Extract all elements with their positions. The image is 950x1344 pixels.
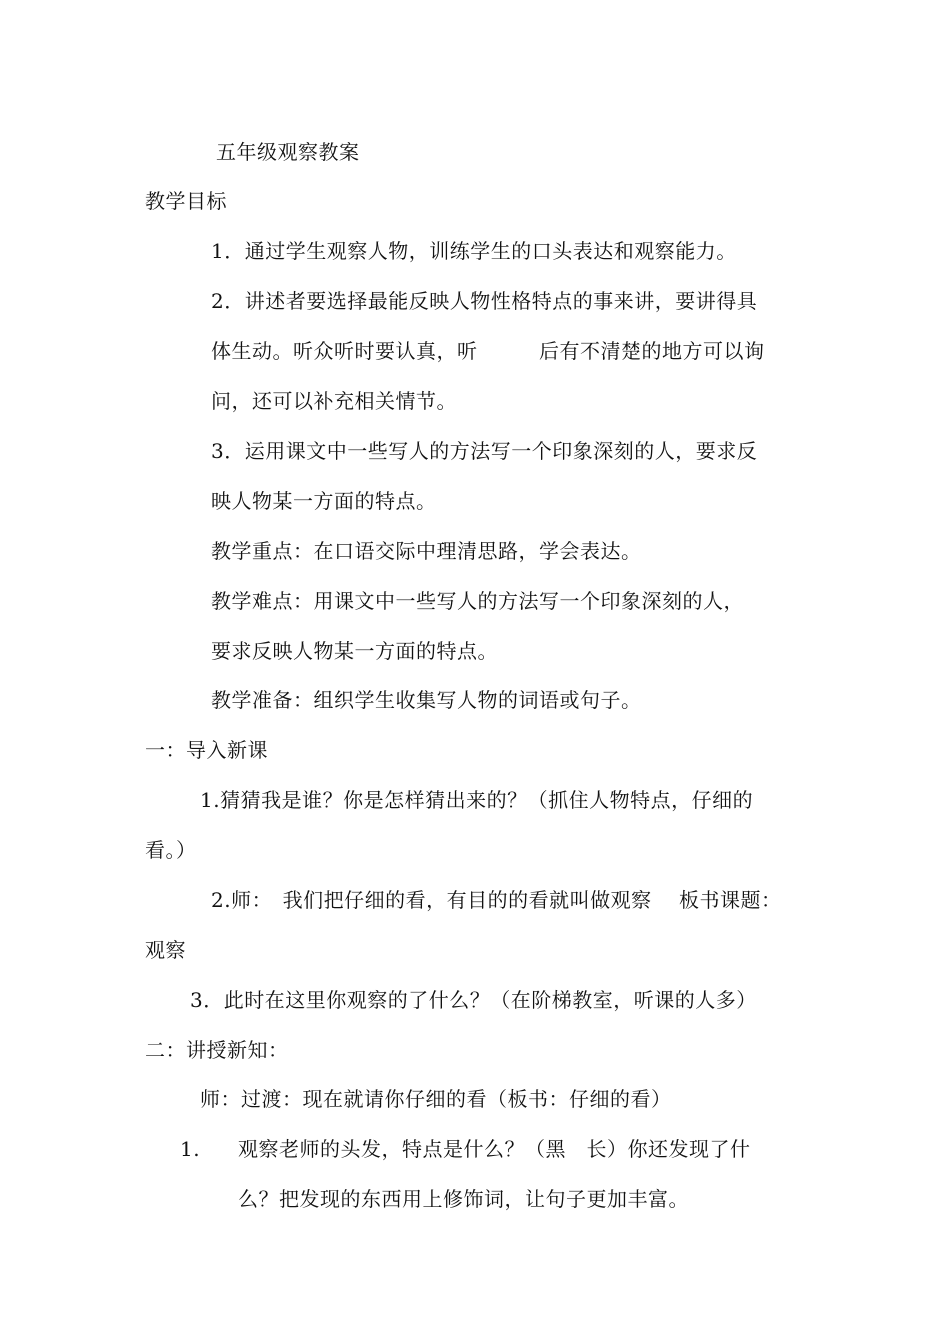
section-heading-intro: 一：导入新课	[145, 738, 268, 762]
teaching-difficulty-line-2: 要求反映人物某一方面的特点。	[211, 639, 498, 663]
section-heading-new-knowledge: 二：讲授新知：	[145, 1038, 289, 1062]
objective-2-line-1: 2．讲述者要选择最能反映人物性格特点的事来讲，要讲得具	[211, 289, 758, 313]
intro-item-1-line-1: 1.猜猜我是谁？你是怎样猜出来的？（抓住人物特点，仔细的	[200, 788, 754, 812]
teaching-preparation: 教学准备：组织学生收集写人物的词语或句子。	[211, 688, 642, 712]
intro-item-1-line-2: 看。）	[145, 838, 197, 862]
observe-item-line-2: 么？把发现的东西用上修饰词，让句子更加丰富。	[238, 1187, 689, 1211]
objective-2-line-3: 问，还可以补充相关情节。	[211, 389, 457, 413]
objective-3-line-2: 映人物某一方面的特点。	[211, 489, 437, 513]
intro-item-2-line-1: 2.师： 我们把仔细的看，有目的的看就叫做观察 板书课题：	[211, 888, 782, 912]
observe-item-line-1: 观察老师的头发，特点是什么？（黑 长）你还发现了什	[238, 1137, 751, 1161]
section-heading-objectives: 教学目标	[145, 189, 227, 213]
intro-item-2-line-2: 观察	[145, 938, 186, 962]
teaching-difficulty-line-1: 教学难点：用课文中一些写人的方法写一个印象深刻的人，	[211, 589, 744, 613]
intro-item-3: 3．此时在这里你观察的了什么？（在阶梯教室，听课的人多）	[190, 988, 757, 1012]
objective-3-line-1: 3．运用课文中一些写人的方法写一个印象深刻的人，要求反	[211, 439, 758, 463]
objective-1: 1．通过学生观察人物，训练学生的口头表达和观察能力。	[211, 239, 737, 263]
document-title: 五年级观察教案	[216, 140, 360, 164]
list-number-1: 1.	[180, 1137, 201, 1161]
objective-2-line-2: 体生动。听众听时要认真，听 后有不清楚的地方可以询	[211, 339, 765, 363]
teaching-focus: 教学重点：在口语交际中理清思路，学会表达。	[211, 539, 642, 563]
transition-line: 师：过渡：现在就请你仔细的看（板书：仔细的看）	[200, 1087, 672, 1111]
